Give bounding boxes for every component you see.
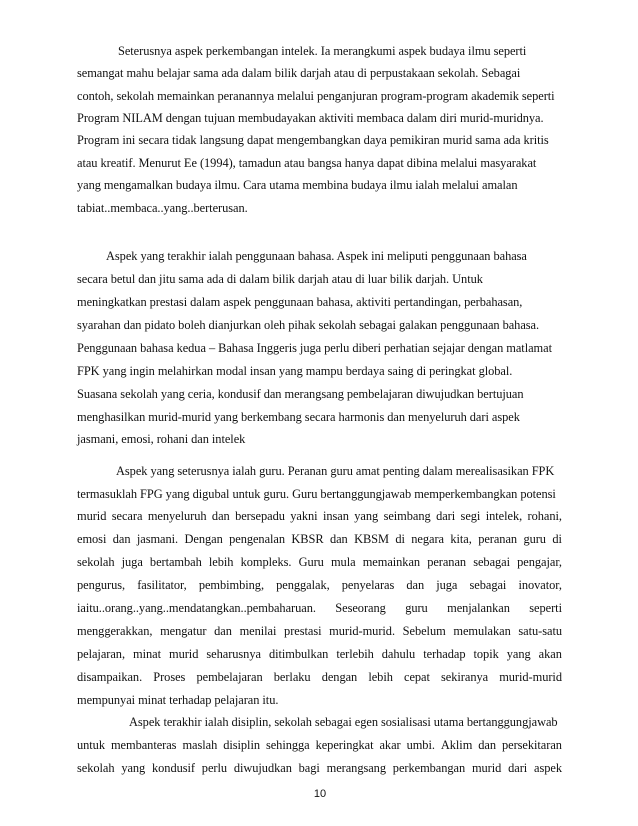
text-line: pelajaran, minat murid seharusnya ditimbulkan terlebih dahulu terhadap topik yang akan [77,647,562,661]
text-line: iaitu..orang..yang..mendatangkan..pembaharuan. Seseorang guru menjalankan seperti [77,601,562,615]
text-line: untuk membanteras maslah disiplin sehingga keperingkat akar umbi. Aklim dan persekitaran [77,738,562,752]
text-line: secara betul dan jitu sama ada di dalam bilik darjah atau di luar bilik darjah. Untuk [77,272,483,286]
text-line: Seterusnya aspek perkembangan intelek. Ia merangkumi aspek budaya ilmu seperti [118,44,527,58]
text-line: yang mengamalkan budaya ilmu. Cara utama membina budaya ilmu ialah melalui amalan [77,178,518,192]
text-line: mempunyai minat terhadap pelajaran itu. [77,693,279,707]
text-line: jasmani, emosi, rohani dan intelek [77,432,246,446]
text-line: Suasana sekolah yang ceria, kondusif dan merangsang pembelajaran diwujudkan bertujuan [77,387,524,401]
text-line: menghasilkan murid-murid yang berkembang secara harmonis dan menyeluruh dari aspek [77,410,520,424]
text-line: pengurus, fasilitator, pembimbing, penggalak, penyelaras dan juga sebagai inovator, [77,578,562,592]
text-line: FPK yang ingin melahirkan modal insan yang mampu berdaya saing di peringkat global. [77,364,513,378]
text-line: contoh, sekolah memainkan peranannya melalui penganjuran program-program akademik seperti [77,89,555,103]
text-line: sekolah juga bertambah lebih kompleks. Guru mula memainkan peranan sebagai pengajar, [77,555,562,569]
page-number: 10 [313,788,327,800]
text-line: termasuklah FPG yang digubal untuk guru. Guru bertanggungjawab memperkembangkan potensi [77,487,556,501]
text-line: disampaikan. Proses pembelajaran berlaku dengan lebih cepat sekiranya murid-murid [77,670,562,684]
text-line: meningkatkan prestasi dalam aspek penggunaan bahasa, aktiviti pertandingan, perbahasan, [77,295,523,309]
text-line: syarahan dan pidato boleh dianjurkan oleh pihak sekolah sebagai galakan penggunaan bahasa. [77,318,540,332]
text-line: tabiat..membaca..yang..berterusan. [77,201,248,215]
text-line: Aspek terakhir ialah disiplin, sekolah sebagai egen sosialisasi utama bertanggungjawab [129,715,558,729]
text-line: murid secara menyeluruh dan bersepadu yakni insan yang seimbang dari segi intelek, rohani, [77,509,562,523]
text-line: atau kreatif. Menurut Ee (1994), tamadun atau bangsa hanya dapat dibina melalui masyarakat [77,156,537,170]
text-line: menggerakkan, mengatur dan menilai prestasi murid-murid. Sebelum memulakan satu-satu [77,624,562,638]
text-line: Penggunaan bahasa kedua – Bahasa Inggeris juga perlu diberi perhatian sejajar dengan matlamat [77,341,552,355]
text-line: sekolah yang kondusif perlu diwujudkan bagi merangsang perkembangan murid dari aspek [77,761,562,775]
text-line: Aspek yang terakhir ialah penggunaan bahasa. Aspek ini meliputi penggunaan bahasa [106,249,527,263]
text-line: semangat mahu belajar sama ada dalam bilik darjah atau di perpustakaan sekolah. Sebagai [77,66,521,80]
text-line: emosi dan jasmani. Dengan pengenalan KBSR dan KBSM di negara kita, peranan guru di [77,532,562,546]
text-line: Program ini secara tidak langsung dapat mengembangkan daya pemikiran murid sama ada kritis [77,133,549,147]
text-line: Program NILAM dengan tujuan membudayakan aktiviti membaca dalam diri murid-muridnya. [77,111,544,125]
text-line: Aspek yang seterusnya ialah guru. Peranan guru amat penting dalam merealisasikan FPK [116,464,555,478]
